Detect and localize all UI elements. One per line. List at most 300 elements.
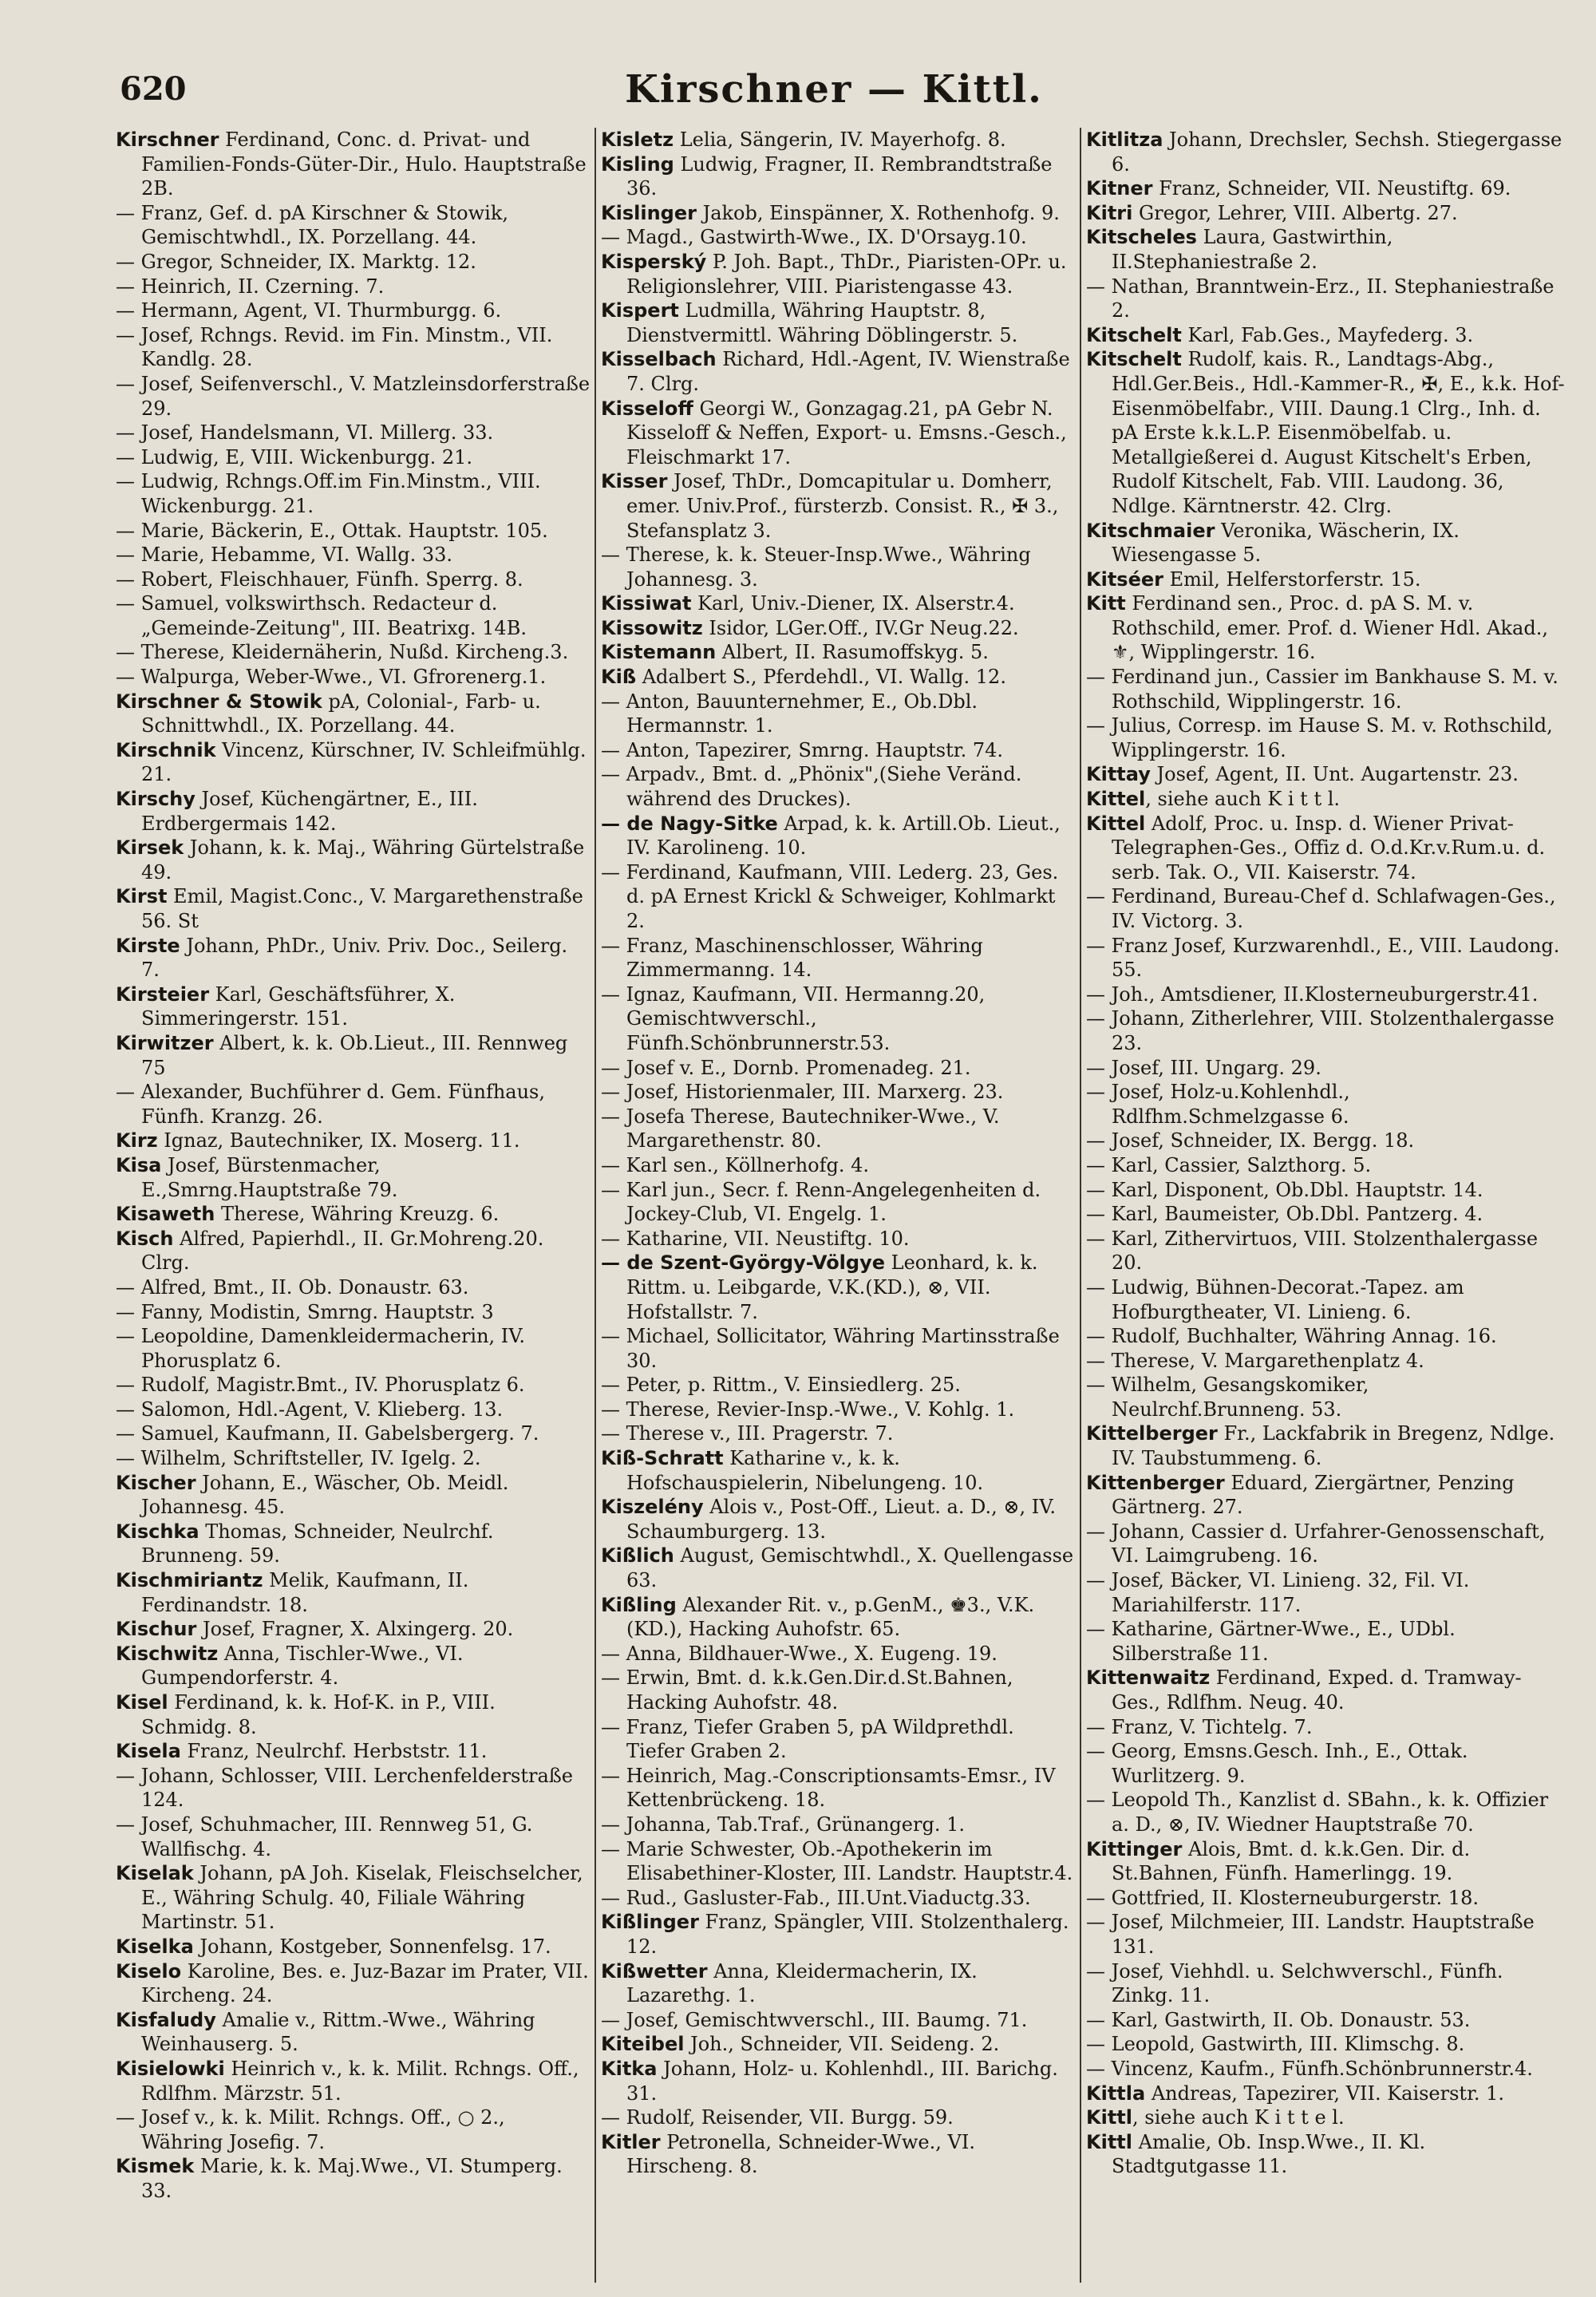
entry-details: — Josef, Schuhmacher, III. Rennweg 51, G. Wallfischg. 4. <box>116 1813 533 1860</box>
directory-entry <box>1086 347 1565 518</box>
entry-details: Isidor, LGer.Off., IV.Gr Neug.22. <box>702 616 1019 639</box>
entry-details: — Arpadv., Bmt. d. „Phönix",(Siehe Veränd. während des Druckes). <box>601 763 1022 811</box>
entry-details: — Leopold, Gastwirth, III. Klimschg. 8. <box>1086 2033 1465 2056</box>
entry-surname: Kiselak <box>116 1862 194 1885</box>
directory-entry <box>116 1690 591 1739</box>
entry-details: Gregor, Lehrer, VIII. Albertg. 27. <box>1132 201 1458 224</box>
directory-entry <box>601 347 1077 396</box>
directory-entry <box>601 1544 1077 1592</box>
directory-entry <box>1086 2082 1565 2106</box>
directory-entry <box>116 275 591 299</box>
entry-details: — Ferdinand, Bureau-Chef d. Schlafwagen-Ges., IV. Victorg. 3. <box>1086 885 1556 932</box>
directory-entry <box>1086 1520 1565 1568</box>
entry-details: — Marie Schwester, Ob.-Apothekerin im Elisabethiner-Kloster, III. Landstr. Hauptstr.4. <box>601 1837 1073 1885</box>
directory-entry <box>116 1398 591 1422</box>
entry-details: — Josef, Gemischtwverschl., III. Baumg. 71. <box>601 2008 1028 2031</box>
entry-surname: Kischer <box>116 1471 196 1494</box>
entry-surname: Kißling <box>601 1593 677 1616</box>
directory-entry <box>1086 1080 1565 1129</box>
entry-details: — Johann, Zitherlehrer, VIII. Stolzenthalergasse 23. <box>1086 1007 1555 1054</box>
directory-entry <box>116 421 591 445</box>
entry-details: — Karl, Zithervirtuos, VIII. Stolzenthalergasse 20. <box>1086 1227 1539 1275</box>
entry-surname: Kiszelény <box>601 1496 704 1519</box>
entry-details: — Salomon, Hdl.-Agent, V. Klieberg. 13. <box>116 1398 504 1421</box>
directory-entry <box>601 640 1077 665</box>
directory-entry <box>116 1935 591 1959</box>
entry-details: — Josef, Schneider, IX. Bergg. 18. <box>1086 1129 1415 1152</box>
entry-details: , siehe auch K i t t l. <box>1145 788 1341 811</box>
entry-details: — Franz, Gef. d. pA Kirschner & Stowik, Gemischtwhdl., IX. Porzellang. 44. <box>116 201 508 249</box>
entry-details: — Ferdinand, Kaufmann, VIII. Lederg. 23, Ges. d. pA Ernest Krickl & Schweiger, Kohlmarkt 2. <box>601 860 1059 932</box>
directory-entry <box>1086 884 1565 933</box>
directory-entry <box>116 1617 591 1642</box>
entry-details: — Karl, Baumeister, Ob.Dbl. Pantzerg. 4. <box>1086 1203 1483 1226</box>
entry-details: Karl, Fab.Ges., Mayfederg. 3. <box>1181 323 1474 346</box>
directory-entry <box>1086 1837 1565 1886</box>
entry-details: — Johann, Cassier d. Urfahrer-Genossenschaft, VI. Laimgrubeng. 16. <box>1086 1520 1546 1568</box>
page-header <box>120 67 1548 118</box>
directory-entry <box>116 1446 591 1471</box>
entry-surname: Kiteibel <box>601 2033 685 2056</box>
directory-entry <box>1086 1568 1565 1617</box>
entry-details: Albert, k. k. Ob.Lieut., III. Rennweg 75 <box>141 1031 568 1079</box>
entry-surname: — de Nagy-Sitke <box>601 812 778 835</box>
directory-entry <box>1086 1886 1565 1911</box>
entry-surname: Kittla <box>1086 2082 1146 2105</box>
directory-entry <box>601 2057 1077 2105</box>
directory-entry <box>601 543 1077 591</box>
directory-entry <box>601 812 1077 860</box>
directory-entry <box>116 884 591 933</box>
entry-details: — Franz, Tiefer Graben 5, pA Wildprethdl. Tiefer Graben 2. <box>601 1715 1014 1763</box>
entry-details: Amalie, Ob. Insp.Wwe., II. Kl. Stadtgutgasse 11. <box>1112 2130 1426 2178</box>
entry-details: P. Joh. Bapt., ThDr., Piaristen-OPr. u. Religionslehrer, VIII. Piaristengasse 43. <box>626 250 1067 298</box>
directory-entry <box>601 738 1077 763</box>
directory-entry <box>116 738 591 787</box>
entry-surname: Kiß-Schratt <box>601 1447 724 1470</box>
entry-details: — Josef, Historienmaler, III. Marxerg. 23. <box>601 1081 1004 1104</box>
entry-surname: Kirschner <box>116 128 219 151</box>
entry-surname: Kischur <box>116 1618 197 1641</box>
entry-details: — Heinrich, Mag.-Conscriptionsamts-Emsr., IV Kettenbrückeng. 18. <box>601 1764 1056 1812</box>
directory-entry <box>601 1178 1077 1227</box>
entry-details: — Marie, Bäckerin, E., Ottak. Hauptstr. 105. <box>116 519 548 542</box>
entry-surname: Kitner <box>1086 177 1153 200</box>
directory-entry <box>116 690 591 738</box>
directory-columns <box>116 128 1568 2283</box>
directory-entry <box>601 2008 1077 2033</box>
entry-details: — Wilhelm, Schriftsteller, IV. Igelg. 2. <box>116 1447 481 1470</box>
entry-details: — Ludwig, Rchngs.Off.im Fin.Minstm., VIII. Wickenburgg. 21. <box>116 470 541 517</box>
entry-details: Alfred, Papierhdl., II. Gr.Mohreng.20. Clrg. <box>141 1227 544 1275</box>
entry-details: Adalbert S., Pferdehdl., VI. Wallg. 12. <box>636 666 1006 689</box>
entry-details: — Alfred, Bmt., II. Ob. Donaustr. 63. <box>116 1275 469 1299</box>
entry-surname: Kitt <box>1086 592 1126 615</box>
directory-entry <box>601 591 1077 616</box>
entry-surname: Kissowitz <box>601 616 703 639</box>
entry-details: — Josef, Bäcker, VI. Linieng. 32, Fil. VI. Mariahilferstr. 117. <box>1086 1569 1470 1616</box>
entry-details: — Nathan, Branntwein-Erz., II. Stephaniestraße 2. <box>1086 275 1555 322</box>
directory-entry <box>116 1813 591 1861</box>
entry-details: — Alexander, Buchführer d. Gem. Fünfhaus, Fünfh. Kranzg. 26. <box>116 1081 545 1128</box>
directory-entry <box>601 1813 1077 1837</box>
directory-entry <box>116 591 591 640</box>
directory-column-2 <box>601 128 1077 2283</box>
directory-entry <box>601 1227 1077 1251</box>
directory-entry <box>1086 591 1565 665</box>
directory-entry <box>601 298 1077 347</box>
entry-details: — Therese, Revier-Insp.-Wwe., V. Kohlg. 1. <box>601 1398 1015 1421</box>
entry-details: Joh., Schneider, VII. Seideng. 2. <box>684 2033 1000 2056</box>
directory-entry <box>1086 1178 1565 1203</box>
directory-entry <box>1086 1324 1565 1349</box>
entry-details: — Johann, Schlosser, VIII. Lerchenfelderstraße 124. <box>116 1764 574 1812</box>
entry-details: — Karl jun., Secr. f. Renn-Angelegenheiten d. Jockey-Club, VI. Engelg. 1. <box>601 1178 1041 1226</box>
directory-entry <box>601 1153 1077 1178</box>
entry-surname: Kittel <box>1086 812 1146 835</box>
entry-surname: Kisletz <box>601 128 674 151</box>
directory-entry <box>116 543 591 567</box>
directory-entry <box>1086 128 1565 176</box>
directory-entry <box>116 1959 591 2008</box>
directory-entry <box>1086 1227 1565 1275</box>
directory-entry <box>116 2057 591 2105</box>
entry-surname: Kitler <box>601 2130 661 2153</box>
entry-details: Karl, Geschäftsführer, X. Simmeringerstr. 151. <box>141 982 456 1030</box>
directory-entry <box>1086 1129 1565 1153</box>
directory-entry <box>601 201 1077 226</box>
directory-entry <box>1086 1739 1565 1788</box>
entry-details: Rudolf, kais. R., Landtags-Abg., Hdl.Ger.Beis., Hdl.-Kammer-R., ✠, E., k.k. Hof-Eisenmöbelfabr., VIII. Daung.1 Clrg., Inh. d. pA Erste k.k.L.P. Eisenmöbelfab. u. Metallgießerei d. August Kitschelt's Erben, Rudolf Kitschelt, Fab. VIII. Laudong. 36, Ndlge. Kärntnerstr. 42. Clrg. <box>1112 348 1565 517</box>
directory-entry <box>116 445 591 470</box>
directory-entry <box>1086 519 1565 567</box>
directory-entry <box>116 2105 591 2154</box>
entry-details: — Rudolf, Reisender, VII. Burgg. 59. <box>601 2106 954 2129</box>
directory-entry <box>601 762 1077 811</box>
entry-details: — Walpurga, Weber-Wwe., VI. Gfrorenerg.1. <box>116 666 547 689</box>
entry-details: — Katharine, Gärtner-Wwe., E., UDbl. Silberstraße 11. <box>1086 1618 1456 1665</box>
entry-details: Josef, ThDr., Domcapitular u. Domherr, emer. Univ.Prof., fürsterzb. Consist. R., ✠ 3., Stefansplatz 3. <box>626 470 1059 542</box>
directory-entry <box>601 1105 1077 1153</box>
entry-details: Johann, E., Wäscher, Ob. Meidl. Johannesg. 45. <box>141 1471 509 1519</box>
entry-surname: Kitscheles <box>1086 226 1197 249</box>
entry-details: Johann, Drechsler, Sechsh. Stiegergasse 6. <box>1112 128 1562 176</box>
entry-details: — Gottfried, II. Klosterneuburgerstr. 18. <box>1086 1886 1479 1909</box>
directory-entry <box>601 1593 1077 1642</box>
entry-surname: Kisseloff <box>601 397 693 420</box>
entry-details: — Samuel, Kaufmann, II. Gabelsbergerg. 7. <box>116 1422 539 1445</box>
entry-details: Heinrich v., k. k. Milit. Rchngs. Off., Rdlfhm. Märzstr. 51. <box>141 2057 579 2105</box>
directory-entry <box>116 1153 591 1202</box>
directory-entry <box>1086 275 1565 323</box>
directory-entry <box>601 860 1077 934</box>
directory-entry <box>601 152 1077 201</box>
entry-surname: Kislinger <box>601 201 697 224</box>
directory-entry <box>601 1910 1077 1959</box>
entry-details: — Leopold Th., Kanzlist d. SBahn., k. k. Offizier a. D., ⊗, IV. Wiedner Hauptstraße 70. <box>1086 1789 1549 1836</box>
directory-entry <box>601 1715 1077 1764</box>
entry-details: Arpad, k. k. Artill.Ob. Lieut., IV. Karolineng. 10. <box>626 812 1061 860</box>
directory-entry <box>116 1080 591 1129</box>
entry-details: — Josefa Therese, Bautechniker-Wwe., V. Margarethenstr. 80. <box>601 1105 1000 1152</box>
entry-details: Franz, Schneider, VII. Neustiftg. 69. <box>1152 177 1511 200</box>
directory-entry <box>116 836 591 884</box>
directory-entry <box>116 1373 591 1398</box>
directory-entry <box>1086 1910 1565 1959</box>
directory-entry <box>601 128 1077 152</box>
directory-entry <box>601 2130 1077 2179</box>
entry-details: — Josef, III. Ungarg. 29. <box>1086 1056 1321 1079</box>
entry-surname: Kisel <box>116 1691 168 1714</box>
entry-details: — Josef v., k. k. Milit. Rchngs. Off., ○ 2., Währing Josefig. 7. <box>116 2106 505 2153</box>
directory-entry <box>601 982 1077 1056</box>
entry-surname: Kißwetter <box>601 1959 708 1983</box>
running-title: Kirschner — Kittl. <box>625 67 1043 112</box>
entry-surname: Kisielowki <box>116 2057 225 2080</box>
entry-details: — Josef, Handelsmann, VI. Millerg. 33. <box>116 421 494 445</box>
entry-surname: Kisa <box>116 1153 162 1176</box>
entry-details: Josef, Agent, II. Unt. Augartenstr. 23. <box>1150 763 1519 786</box>
entry-details: Ignaz, Bautechniker, IX. Moserg. 11. <box>157 1129 520 1152</box>
directory-entry <box>601 1373 1077 1398</box>
directory-entry <box>601 616 1077 641</box>
entry-details: Ferdinand, k. k. Hof-K. in P., VIII. Schmidg. 8. <box>141 1691 496 1738</box>
entry-surname: Kiselo <box>116 1959 182 1983</box>
entry-details: — Franz Josef, Kurzwarenhdl., E., VIII. Laudong. 55. <box>1086 934 1560 982</box>
entry-details: Lelia, Sängerin, IV. Mayerhofg. 8. <box>674 128 1006 151</box>
entry-details: — Johanna, Tab.Traf., Grünangerg. 1. <box>601 1813 965 1836</box>
entry-details: Johann, pA Joh. Kiselak, Fleischselcher, E., Währing Schulg. 40, Filiale Währing Martinstr. 51. <box>141 1862 583 1934</box>
entry-details: — Rud., Gasluster-Fab., III.Unt.Viaductg.33. <box>601 1886 1031 1909</box>
directory-entry <box>601 1666 1077 1714</box>
entry-surname: Kisselbach <box>601 348 717 371</box>
entry-surname: Kirz <box>116 1129 158 1152</box>
directory-entry <box>1086 201 1565 226</box>
directory-entry <box>1086 1153 1565 1178</box>
directory-entry <box>601 1642 1077 1666</box>
entry-surname: Kiß <box>601 666 637 689</box>
entry-surname: Kissiwat <box>601 592 692 615</box>
entry-surname: Kirste <box>116 934 180 957</box>
directory-entry <box>116 250 591 275</box>
entry-details: Alois, Bmt. d. k.k.Gen. Dir. d. St.Bahnen, Fünfh. Hamerlingg. 19. <box>1112 1837 1471 1885</box>
directory-entry <box>601 665 1077 690</box>
directory-entry <box>116 298 591 323</box>
entry-surname: Kirst <box>116 885 168 908</box>
directory-entry <box>1086 1715 1565 1740</box>
entry-details: — Georg, Emsns.Gesch. Inh., E., Ottak. Wurlitzerg. 9. <box>1086 1740 1468 1787</box>
directory-entry <box>1086 762 1565 787</box>
directory-entry <box>601 1446 1077 1495</box>
entry-details: — Marie, Hebamme, VI. Wallg. 33. <box>116 544 453 567</box>
directory-entry <box>601 1324 1077 1373</box>
directory-entry <box>116 1764 591 1813</box>
entry-details: Johann, k. k. Maj., Währing Gürtelstraße 49. <box>141 836 585 884</box>
entry-details: — Rudolf, Buchhalter, Währing Annag. 16. <box>1086 1325 1497 1348</box>
entry-details: Georgi W., Gonzagag.21, pA Gebr N. Kisseloff & Neffen, Export- u. Emsns.-Gesch., Fleischmarkt 17. <box>626 397 1067 468</box>
entry-surname: Kitlitza <box>1086 128 1163 151</box>
entry-details: — Therese, V. Margarethenplatz 4. <box>1086 1349 1424 1372</box>
entry-details: Ferdinand, Exped. d. Tramway-Ges., Rdlfhm. Neug. 40. <box>1112 1666 1522 1714</box>
directory-entry <box>116 519 591 544</box>
entry-details: Amalie v., Rittm.-Wwe., Währing Weinhauserg. 5. <box>141 2008 535 2056</box>
entry-details: August, Gemischtwhdl., X. Quellengasse 63. <box>626 1544 1074 1592</box>
directory-entry <box>1086 2130 1565 2179</box>
directory-column-3 <box>1086 128 1565 2283</box>
directory-entry <box>601 1495 1077 1544</box>
entry-details: — Ferdinand jun., Cassier im Bankhause S. M. v. Rothschild, Wipplingerstr. 16. <box>1086 666 1558 713</box>
directory-entry <box>116 1568 591 1617</box>
directory-entry <box>116 567 591 592</box>
entry-details: Leonhard, k. k. Rittm. u. Leibgarde, V.K.(KD.), ⊗, VII. Hofstallstr. 7. <box>626 1251 1038 1323</box>
directory-entry <box>601 1886 1077 1911</box>
directory-entry <box>1086 714 1565 762</box>
entry-details: Josef, Bürstenmacher, E.,Smrng.Hauptstraße 79. <box>141 1153 398 1201</box>
entry-surname: Kisela <box>116 1740 181 1763</box>
directory-entry <box>116 2154 591 2203</box>
entry-details: Vincenz, Kürschner, IV. Schleifmühlg. 21. <box>141 738 587 786</box>
entry-details: — Franz, V. Tichtelg. 7. <box>1086 1715 1313 1738</box>
directory-entry <box>601 1251 1077 1324</box>
directory-entry <box>601 397 1077 470</box>
entry-details: — Fanny, Modistin, Smrng. Hauptstr. 3 <box>116 1300 494 1323</box>
directory-entry <box>1086 1421 1565 1470</box>
directory-entry <box>601 2105 1077 2130</box>
entry-details: Fr., Lackfabrik in Bregenz, Ndlge. IV. Taubstummeng. 6. <box>1112 1422 1555 1470</box>
entry-details: Franz, Neulrchf. Herbststr. 11. <box>180 1740 488 1763</box>
entry-details: Karl, Univ.-Diener, IX. Alserstr.4. <box>691 592 1015 615</box>
entry-details: — Ludwig, E, VIII. Wickenburgg. 21. <box>116 445 473 468</box>
entry-details: pA, Colonial-, Farb- u. Schnittwhdl., IX. Porzellang. 44. <box>141 690 541 737</box>
entry-surname: Kittenwaitz <box>1086 1666 1211 1690</box>
entry-surname: Kirschner & Stowik <box>116 690 322 713</box>
entry-surname: Kittay <box>1086 763 1151 786</box>
entry-surname: Kittelberger <box>1086 1422 1218 1445</box>
entry-surname: Kirschnik <box>116 738 216 761</box>
entry-surname: Kismek <box>116 2155 195 2178</box>
entry-details: Jakob, Einspänner, X. Rothenhofg. 9. <box>696 201 1060 224</box>
entry-details: — Magd., Gastwirth-Wwe., IX. D'Orsayg.10. <box>601 226 1027 249</box>
directory-column-1 <box>116 128 591 2283</box>
directory-entry <box>601 2032 1077 2057</box>
entry-surname: Kittel <box>1086 788 1146 811</box>
entry-surname: Kispert <box>601 299 679 322</box>
directory-entry <box>1086 176 1565 201</box>
directory-entry <box>116 1471 591 1520</box>
directory-entry <box>1086 1788 1565 1836</box>
directory-entry <box>116 1642 591 1690</box>
directory-entry <box>1086 1275 1565 1324</box>
entry-surname: Kisch <box>116 1227 174 1250</box>
directory-entry <box>116 1739 591 1764</box>
entry-details: — Anton, Tapezirer, Smrng. Hauptstr. 74. <box>601 738 1004 761</box>
entry-details: Therese, Währing Kreuzg. 6. <box>215 1203 500 1226</box>
entry-details: — Peter, p. Rittm., V. Einsiedlerg. 25. <box>601 1374 961 1397</box>
entry-details: — Katharine, VII. Neustiftg. 10. <box>601 1227 910 1250</box>
entry-surname: Kirwitzer <box>116 1031 214 1054</box>
directory-entry <box>116 1031 591 1080</box>
entry-surname: Kittinger <box>1086 1837 1183 1860</box>
directory-entry <box>116 128 591 201</box>
directory-entry <box>116 665 591 690</box>
entry-surname: Kischmiriantz <box>116 1569 263 1592</box>
entry-details: Richard, Hdl.-Agent, IV. Wienstraße 7. Clrg. <box>626 348 1070 395</box>
entry-details: — Vincenz, Kaufm., Fünfh.Schönbrunnerstr.4. <box>1086 2057 1533 2080</box>
entry-details: — Karl, Disponent, Ob.Dbl. Hauptstr. 14. <box>1086 1178 1483 1201</box>
entry-surname: Kiselka <box>116 1935 194 1958</box>
entry-details: Katharine v., k. k. Hofschauspielerin, Nibelungeng. 10. <box>626 1447 984 1494</box>
directory-entry <box>1086 934 1565 982</box>
directory-entry <box>601 1080 1077 1105</box>
directory-entry <box>116 640 591 665</box>
directory-entry <box>1086 1959 1565 2008</box>
directory-entry <box>1086 1056 1565 1081</box>
entry-surname: Kißlinger <box>601 1911 699 1934</box>
directory-entry <box>116 934 591 982</box>
entry-details: — Therese, k. k. Steuer-Insp.Wwe., Währing Johannesg. 3. <box>601 544 1031 591</box>
directory-entry <box>1086 2105 1565 2130</box>
directory-entry <box>601 690 1077 738</box>
entry-details: Johann, PhDr., Univ. Priv. Doc., Seilerg. 7. <box>141 934 568 982</box>
entry-details: Thomas, Schneider, Neulrchf. Brunneng. 59. <box>141 1520 494 1568</box>
directory-entry <box>116 1227 591 1275</box>
directory-entry <box>1086 1006 1565 1055</box>
entry-details: — Rudolf, Magistr.Bmt., IV. Phorusplatz 6. <box>116 1374 525 1397</box>
entry-details: — Hermann, Agent, VI. Thurmburgg. 6. <box>116 299 502 322</box>
directory-entry <box>116 1129 591 1153</box>
entry-details: Alois v., Post-Off., Lieut. a. D., ⊗, IV. Schaumburgerg. 13. <box>626 1496 1056 1543</box>
entry-details: Ferdinand, Conc. d. Privat- und Familien-Fonds-Güter-Dir., Hulo. Hauptstraße 2B. <box>141 128 587 200</box>
entry-surname: Kischka <box>116 1520 200 1543</box>
directory-entry <box>1086 567 1565 592</box>
entry-details: — Robert, Fleischhauer, Fünfh. Sperrg. 8. <box>116 567 523 591</box>
entry-details: Eduard, Ziergärtner, Penzing Gärtnerg. 27. <box>1112 1471 1515 1519</box>
entry-details: — Karl sen., Köllnerhofg. 4. <box>601 1153 870 1176</box>
entry-details: , siehe auch K i t t e l. <box>1132 2106 1345 2129</box>
directory-entry <box>116 201 591 250</box>
directory-entry <box>1086 665 1565 714</box>
entry-details: — Leopoldine, Damenkleidermacherin, IV. Phorusplatz 6. <box>116 1325 526 1372</box>
directory-entry <box>1086 1202 1565 1227</box>
entry-surname: Kittl <box>1086 2106 1132 2129</box>
directory-entry <box>601 1398 1077 1422</box>
directory-entry <box>116 1520 591 1568</box>
entry-details: Albert, II. Rasumoffskyg. 5. <box>716 641 989 664</box>
entry-surname: Kirsek <box>116 836 184 860</box>
page-number: 620 <box>120 70 187 108</box>
directory-entry <box>601 1959 1077 2008</box>
directory-entry <box>116 982 591 1031</box>
entry-surname: Kisser <box>601 470 668 493</box>
directory-entry <box>116 1300 591 1325</box>
entry-details: — Anna, Bildhauer-Wwe., X. Eugeng. 19. <box>601 1642 998 1665</box>
entry-details: — Samuel, volkswirthsch. Redacteur d. „Gemeinde-Zeitung", III. Beatrixg. 14B. <box>116 592 527 639</box>
directory-entry <box>116 1861 591 1935</box>
entry-details: Johann, Holz- u. Kohlenhdl., III. Barichg. 31. <box>626 2057 1058 2105</box>
entry-details: Josef, Fragner, X. Alxingerg. 20. <box>196 1618 514 1641</box>
entry-surname: Kitschelt <box>1086 323 1182 346</box>
entry-surname: Kitschelt <box>1086 348 1182 371</box>
entry-surname: Kittenberger <box>1086 1471 1225 1494</box>
entry-details: — Joh., Amtsdiener, II.Klosterneuburgerstr.41. <box>1086 982 1539 1006</box>
directory-entry <box>116 1421 591 1446</box>
entry-details: — Erwin, Bmt. d. k.k.Gen.Dir.d.St.Bahnen, Hacking Auhofstr. 48. <box>601 1666 1013 1714</box>
directory-entry <box>1086 812 1565 885</box>
entry-details: Emil, Magist.Conc., V. Margarethenstraße 56. St <box>141 885 583 932</box>
directory-entry <box>1086 225 1565 274</box>
entry-details: Andreas, Tapezirer, VII. Kaiserstr. 1. <box>1145 2082 1505 2105</box>
entry-details: Johann, Kostgeber, Sonnenfelsg. 17. <box>193 1935 551 1958</box>
